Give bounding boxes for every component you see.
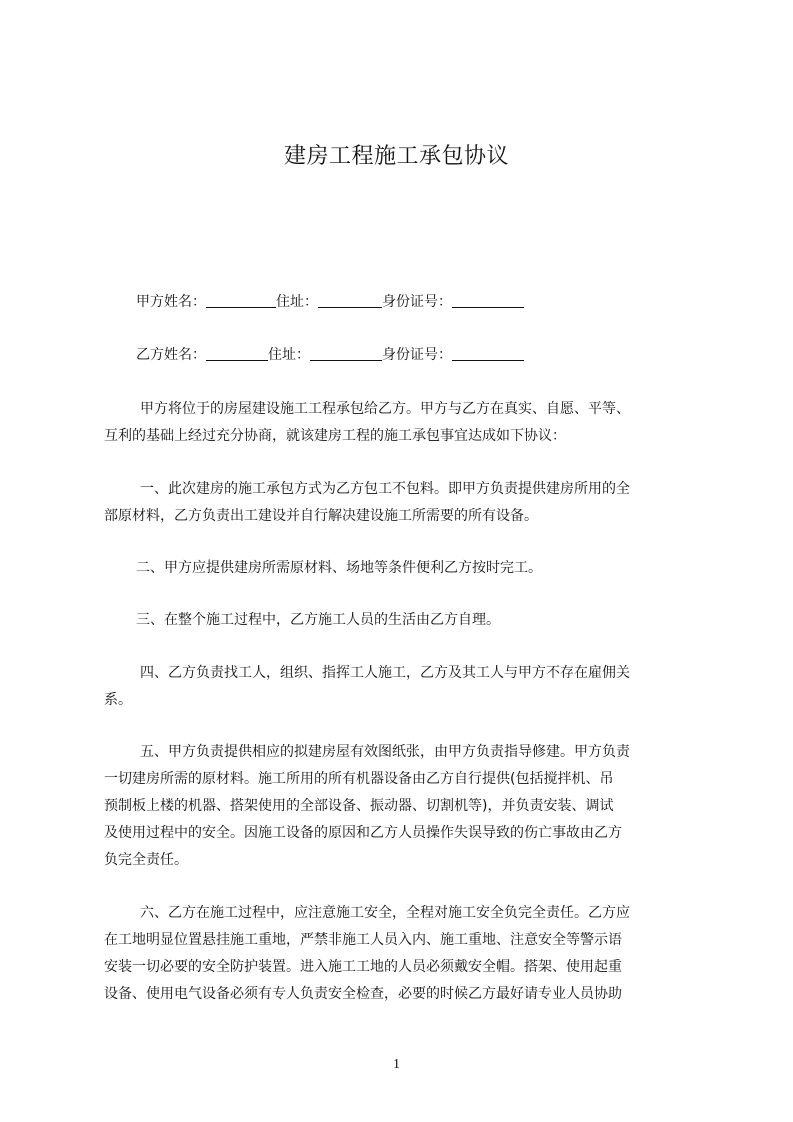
clause-5-line-2: 一切建房所需的原材料。施工所用的所有机器设备由乙方自行提供(包括搅拌机、吊	[104, 771, 614, 787]
party-b-address-blank	[310, 346, 382, 361]
party-b-id-blank	[452, 346, 524, 361]
clause-4-line-1: 四、乙方负责找工人，组织、指挥工人施工，乙方及其工人与甲方不存在雇佣关	[140, 665, 630, 681]
party-b-name-blank	[206, 346, 268, 361]
clause-5-line-1: 五、甲方负责提供相应的拟建房屋有效图纸张，由甲方负责指导修建。甲方负责	[140, 744, 630, 760]
party-a-address-blank	[318, 293, 382, 308]
intro-line-2: 互利的基础上经过充分协商，就该建房工程的施工承包事宜达成如下协议：	[104, 428, 566, 444]
clause-6-line-1: 六、乙方在施工过程中，应注意施工安全，全程对施工安全负完全责任。乙方应	[140, 905, 630, 921]
clause-1-line-2: 部原材料，乙方负责出工建设并自行解决建设施工所需要的所有设备。	[104, 508, 538, 524]
party-b-info-line	[136, 346, 576, 364]
party-a-id-label: 身份证号：	[382, 294, 452, 310]
clause-6-line-3: 安装一切必要的安全防护装置。进入施工工地的人员必须戴安全帽。搭架、使用起重	[104, 959, 622, 975]
party-a-address-label: 住址：	[276, 294, 318, 310]
document-title: 建房工程施工承包协议	[283, 144, 509, 169]
page-number: 1	[393, 1057, 400, 1072]
party-b-address-label: 住址：	[268, 347, 310, 363]
clause-6-line-4: 设备、使用电气设备必须有专人负责安全检查，必要的时候乙方最好请专业人员协助	[104, 986, 622, 1002]
clause-5-line-3: 预制板上楼的机器、搭架使用的全部设备、振动器、切割机等)，并负责安装、调试	[104, 798, 614, 814]
party-b-id-label: 身份证号：	[382, 347, 452, 363]
clause-2-line-1: 二、甲方应提供建房所需原材料、场地等条件便利乙方按时完工。	[136, 560, 542, 576]
party-a-id-blank	[452, 293, 524, 308]
intro-line-1: 甲方将位于的房屋建设施工工程承包给乙方。甲方与乙方在真实、自愿、平等、	[140, 401, 630, 417]
clause-5-line-5: 负完全责任。	[104, 852, 188, 868]
clause-1-line-1: 一、此次建房的施工承包方式为乙方包工不包料。即甲方负责提供建房所用的全	[140, 481, 630, 497]
party-a-name-blank	[206, 293, 276, 308]
party-a-info-line	[136, 293, 576, 311]
clause-6-line-2: 在工地明显位置悬挂施工重地，严禁非施工人员入内、施工重地、注意安全等警示语	[104, 932, 622, 948]
party-b-name-label: 乙方姓名：	[136, 347, 206, 363]
party-a-name-label: 甲方姓名：	[136, 294, 206, 310]
clause-3-line-1: 三、在整个施工过程中，乙方施工人员的生活由乙方自理。	[136, 612, 500, 628]
clause-5-line-4: 及使用过程中的安全。因施工设备的原因和乙方人员操作失误导致的伤亡事故由乙方	[104, 825, 622, 841]
clause-4-line-2: 系。	[104, 692, 132, 708]
